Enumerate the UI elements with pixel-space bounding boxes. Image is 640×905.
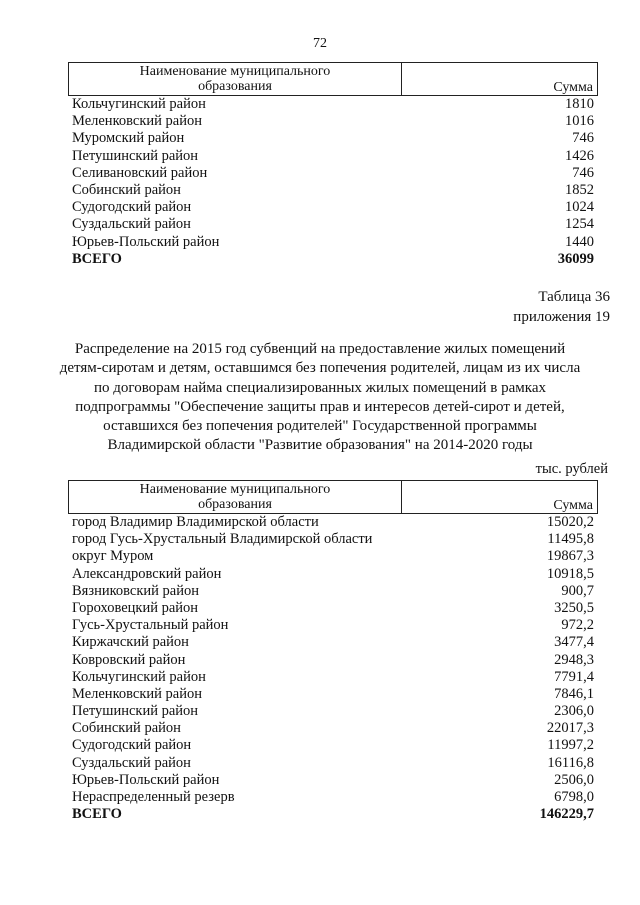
row-value: 6798,0 — [554, 789, 594, 805]
table-row — [68, 583, 598, 600]
table-2 — [68, 480, 598, 823]
table-1-body — [68, 96, 598, 251]
row-value: 1810 — [565, 96, 594, 112]
row-name: Киржачский район — [72, 634, 189, 651]
row-value: 19867,3 — [546, 548, 594, 565]
row-name: Меленковский район — [72, 113, 202, 130]
table-2-total-row — [68, 806, 598, 823]
title-line: детям-сиротам и детям, оставшимся без попечения родителей, лицам из их числа — [59, 360, 581, 377]
row-value: 1426 — [565, 147, 594, 164]
table-row — [68, 548, 598, 565]
title-line: Распределение на 2015 год субвенций на предоставление жилых помещений — [74, 341, 566, 357]
row-value: 11997,2 — [547, 737, 594, 754]
table-row — [68, 96, 598, 113]
table-row — [68, 531, 598, 548]
table-1-header-name-line1: Наименование муниципального — [139, 64, 331, 79]
row-name: Гусь-Хрустальный район — [72, 617, 229, 634]
row-value: 3250,5 — [554, 599, 594, 616]
row-value: 746 — [572, 130, 594, 147]
table-1-total-row — [68, 251, 598, 268]
row-value: 2948,3 — [554, 651, 594, 668]
table-row — [68, 514, 598, 531]
table-2-body — [68, 514, 598, 806]
row-value: 7791,4 — [554, 668, 594, 685]
table-row — [68, 600, 598, 617]
row-value: 11495,8 — [547, 531, 594, 548]
table-row — [68, 755, 598, 772]
row-value: 3477,4 — [554, 634, 594, 651]
table-row — [68, 234, 598, 251]
row-value: 2506,0 — [554, 771, 594, 788]
row-name: Селивановский район — [72, 164, 208, 181]
row-name: Александровский район — [72, 565, 222, 582]
table-2-header-name-line1: Наименование муниципального — [139, 482, 331, 497]
table-row — [68, 566, 598, 583]
table-2-header-name — [69, 482, 401, 512]
row-value: 1016 — [565, 113, 594, 130]
row-value: 1440 — [565, 233, 594, 250]
title-line: по договорам найма специализированных жилых помещений в рамках — [94, 379, 546, 396]
table-row — [68, 199, 598, 216]
row-value: 972,2 — [561, 617, 594, 634]
table-1-header — [68, 62, 598, 96]
table-row — [68, 652, 598, 669]
title-line: подпрограммы "Обеспечение защиты прав и интересов детей-сирот и детей, — [75, 398, 565, 415]
table-row — [68, 617, 598, 634]
table-row — [68, 789, 598, 806]
table-row — [68, 634, 598, 651]
row-name: Судогодский район — [72, 737, 192, 754]
table-2-header-separator — [401, 481, 402, 513]
table-1 — [68, 62, 598, 268]
row-name: Нераспределенный резерв — [72, 789, 235, 805]
page-number: 72 — [313, 36, 327, 51]
table-1-header-name — [69, 64, 401, 94]
table-1-total-label: ВСЕГО — [72, 250, 122, 267]
row-value: 10918,5 — [546, 565, 594, 582]
row-name: Муромский район — [72, 130, 185, 147]
title-line: Владимирской области "Развитие образования" на 2014-2020 годы — [107, 437, 533, 454]
table-1-header-name-line2: образования — [198, 79, 272, 94]
row-name: Вязниковский район — [72, 582, 199, 599]
row-name: Собинский район — [72, 181, 181, 198]
row-name: Судогодский район — [72, 199, 192, 216]
row-name: Суздальский район — [72, 216, 191, 233]
table-row — [68, 182, 598, 199]
row-value: 746 — [572, 164, 594, 181]
table-row — [68, 216, 598, 233]
row-name: город Владимир Владимирской области — [72, 514, 319, 530]
table-2-total-value: 146229,7 — [539, 806, 594, 823]
row-value: 2306,0 — [554, 703, 594, 720]
row-name: округ Муром — [72, 548, 154, 565]
row-name: Собинский район — [72, 720, 181, 737]
row-value: 15020,2 — [546, 514, 594, 530]
table-row — [68, 737, 598, 754]
row-name: Меленковский район — [72, 685, 202, 702]
table-2-header-sum: Сумма — [553, 498, 593, 513]
table-row — [68, 130, 598, 147]
unit-label: тыс. рублей — [535, 461, 608, 477]
row-value: 1254 — [565, 216, 594, 233]
table-1-header-separator — [401, 63, 402, 95]
row-value: 22017,3 — [546, 720, 594, 737]
row-name: Гороховецкий район — [72, 599, 199, 616]
title-line: оставшихся без попечения родителей" Государственной программы — [103, 418, 537, 435]
table-row — [68, 148, 598, 165]
table-row — [68, 113, 598, 130]
table-caption — [513, 287, 610, 327]
table-caption-line2: приложения 19 — [513, 309, 610, 325]
table-2-header — [68, 480, 598, 514]
row-name: Ковровский район — [72, 651, 186, 668]
row-value: 1024 — [565, 199, 594, 216]
document-title — [40, 340, 600, 456]
table-row — [68, 703, 598, 720]
row-name: Петушинский район — [72, 703, 199, 720]
table-1-total-value: 36099 — [557, 250, 594, 267]
table-row — [68, 686, 598, 703]
row-value: 1852 — [565, 181, 594, 198]
table-caption-line1: Таблица 36 — [538, 289, 610, 305]
row-value: 7846,1 — [554, 685, 594, 702]
row-name: Суздальский район — [72, 754, 191, 771]
row-name: Петушинский район — [72, 147, 199, 164]
row-value: 16116,8 — [547, 754, 594, 771]
row-name: Кольчугинский район — [72, 668, 206, 685]
row-name: Кольчугинский район — [72, 96, 206, 112]
row-name: Юрьев-Польский район — [72, 771, 220, 788]
table-2-total-label: ВСЕГО — [72, 806, 122, 823]
table-2-header-name-line2: образования — [198, 497, 272, 512]
row-name: Юрьев-Польский район — [72, 233, 220, 250]
table-row — [68, 165, 598, 182]
row-name: город Гусь-Хрустальный Владимирской области — [72, 531, 373, 548]
table-row — [68, 720, 598, 737]
table-1-header-sum: Сумма — [553, 80, 593, 95]
table-row — [68, 772, 598, 789]
row-value: 900,7 — [561, 582, 594, 599]
table-row — [68, 669, 598, 686]
